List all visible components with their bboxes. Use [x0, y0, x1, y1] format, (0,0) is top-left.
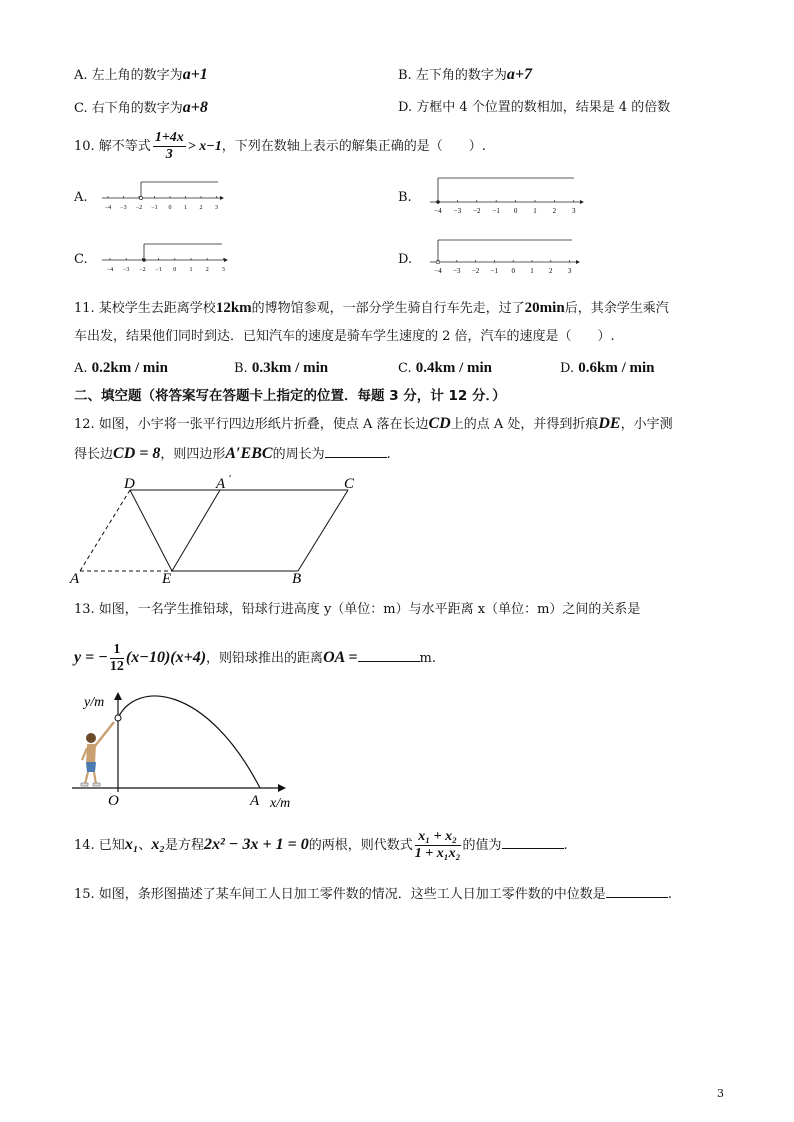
number-line-tick-label: 2	[552, 207, 557, 215]
page-number: 3	[717, 1087, 724, 1100]
label-prime-mark: ′	[229, 474, 232, 485]
number-line-tick-label: −4	[104, 205, 112, 211]
question-12-line2: 得长边CD = 8，则四边形A′EBC的周长为 .	[74, 445, 391, 462]
question-13-line1: 13. 如图，一名学生推铅球，铅球行进高度 y（单位：m）与水平距离 x（单位：m）之间的关系是	[74, 602, 641, 617]
number-line-tick-label: −4	[434, 267, 442, 275]
number-line-c	[100, 238, 230, 276]
q10-option-d-label: D.	[398, 252, 413, 267]
q11-option-b: B. 0.3km / min	[234, 360, 329, 376]
number-line-tick-label: −1	[151, 205, 158, 211]
q15-answer-blank[interactable]	[606, 885, 668, 898]
number-line-tick-label: 3	[221, 267, 225, 273]
question-10: 10. 解不等式 $\frac{1+4x}{3}$ > x−1，下列在数轴上表示的解集正确的是（ ）.	[74, 130, 486, 162]
number-line-tick-label: −2	[135, 205, 143, 211]
question-14: 14. 已知x₁、x₂是方程2x² − 3x + 1 = 0的两根，则代数式 $\frac{\text{x₁ + x₂}}{\text{1 + x₁x₂}}$ 的值为 .	[74, 829, 568, 861]
number-line-tick-label: −1	[490, 267, 499, 275]
number-line-tick-label: 0	[168, 205, 172, 211]
question-12-line1: 12. 如图，小宇将一张平行四边形纸片折叠，使点 A 落在长边CD上的点 A 处，并得到折痕DE，小宇测	[74, 415, 673, 432]
number-line-tick-label: 2	[549, 267, 553, 275]
number-line-tick-label: 2	[205, 267, 209, 273]
y-axis-label: y/m	[84, 695, 105, 710]
number-line-tick-label: 0	[513, 207, 518, 215]
number-line-tick-label: −4	[434, 207, 442, 215]
number-line-tick-label: −4	[106, 267, 114, 273]
question-15: 15. 如图，条形图描述了某车间工人日加工零件数的情况．这些工人日加工零件数的中位数是 .	[74, 887, 672, 902]
label-b: B	[292, 571, 302, 586]
number-line-tick-label: −1	[492, 207, 500, 215]
shot-put-figure	[66, 686, 306, 812]
x-axis-label: x/m	[270, 796, 291, 811]
q11-option-c: C. 0.4km / min	[398, 360, 493, 376]
student-icon	[81, 722, 114, 786]
number-line-tick-label: 1	[189, 267, 193, 273]
q9-option-a: A. 左上角的数字为a+1	[74, 66, 208, 83]
number-line-tick-label: −1	[155, 267, 162, 273]
label-d: D	[124, 476, 135, 492]
number-line-tick-label: 0	[173, 267, 177, 273]
q12-answer-blank[interactable]	[325, 445, 387, 458]
number-line-tick-label: −3	[120, 205, 127, 211]
number-line-tick-label: −2	[139, 267, 146, 273]
q13-answer-blank[interactable]	[358, 649, 420, 662]
q9-option-d: D. 方框中 4 个位置的数相加，结果是 4 的倍数	[398, 100, 671, 115]
q10-option-c-label: C.	[74, 252, 88, 267]
number-line-d	[428, 234, 584, 276]
q9-option-b: B. 左下角的数字为a+7	[398, 66, 532, 83]
label-e: E	[162, 571, 172, 586]
q14-answer-blank[interactable]	[502, 836, 564, 849]
origin-label: O	[108, 793, 119, 809]
number-line-tick-label: 3	[572, 207, 576, 215]
number-line-tick-label: 3	[215, 205, 218, 211]
q10-option-b-label: B.	[398, 190, 412, 205]
q11-option-d: D. 0.6km / min	[560, 360, 655, 376]
number-line-tick-label: 0	[511, 267, 515, 275]
number-line-tick-label: 1	[530, 267, 534, 275]
label-c: C	[344, 476, 355, 492]
number-line-tick-label: −3	[453, 207, 462, 215]
number-line-tick-label: −2	[471, 267, 480, 275]
label-a: A	[70, 571, 80, 586]
number-line-tick-label: −2	[473, 207, 481, 215]
q10-option-a-label: A.	[74, 190, 88, 205]
number-line-tick-label: 1	[533, 207, 537, 215]
number-line-tick-label: 3	[567, 267, 572, 275]
number-line-tick-label: 2	[199, 205, 203, 211]
q9-option-c: C. 右下角的数字为a+8	[74, 99, 208, 116]
q11-option-a: A. 0.2km / min	[74, 360, 168, 376]
question-11-line1: 11. 某校学生去距离学校12km的博物馆参观，一部分学生骑自行车先走，过了20min后，其余学生乘汽	[74, 300, 669, 316]
number-line-b	[428, 172, 588, 216]
number-line-tick-label: −3	[453, 267, 461, 275]
parallelogram-figure	[66, 474, 366, 586]
point-a-label: A	[250, 793, 260, 809]
question-11-line2: 车出发，结果他们同时到达．已知汽车的速度是骑车学生速度的 2 倍，汽车的速度是（ ）.	[74, 329, 615, 344]
question-13-line2: y = − $\frac{1}{12}$ (x−10)(x+4)，则铅球推出的距离OA = m.	[74, 642, 436, 674]
number-line-tick-label: −3	[123, 267, 130, 273]
number-line-tick-label: 1	[184, 205, 187, 211]
number-line-a	[100, 176, 225, 214]
section-2-title: 二、填空题（将答案写在答题卡上指定的位置．每题 3 分，计 12 分．）	[74, 388, 506, 404]
label-a-prime: A	[216, 476, 226, 492]
